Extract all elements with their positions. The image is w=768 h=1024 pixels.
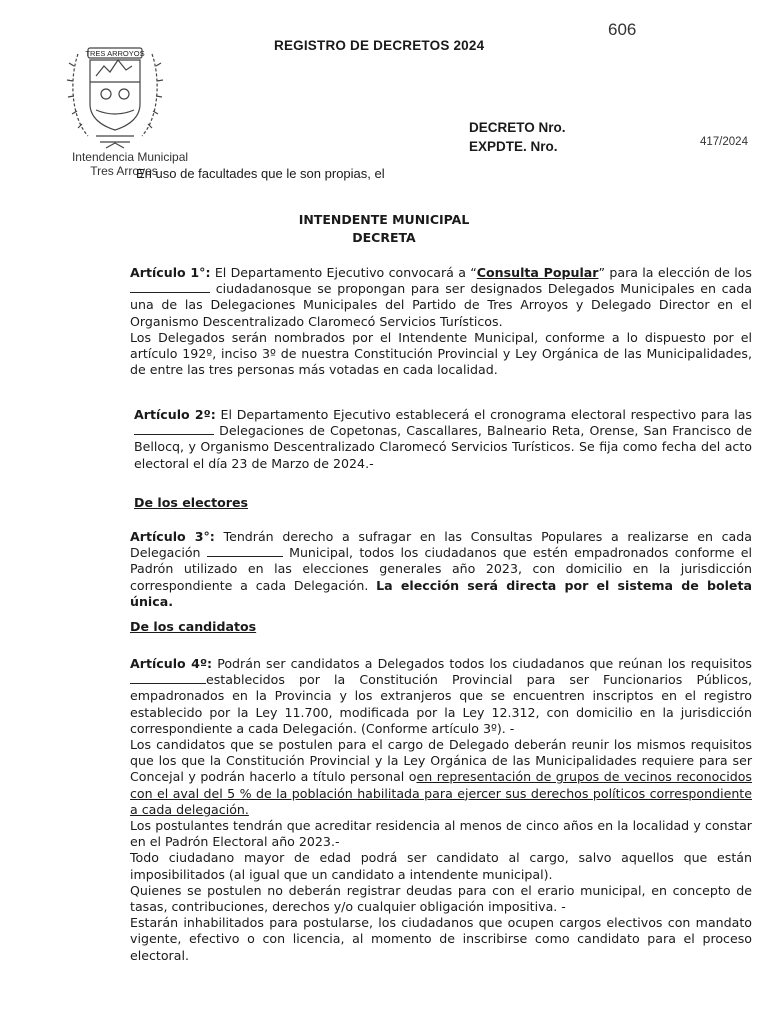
- article-1-label: Artículo 1°:: [130, 265, 211, 280]
- section-heading-electores: De los electores: [134, 495, 249, 510]
- article-4-label: Artículo 4º:: [130, 656, 213, 671]
- article-4-paragraph-3: Los postulantes tendrán que acreditar residencia al menos de cinco años en la localidad y constar en el Padrón Electoral año 2023.-: [130, 818, 752, 850]
- article-3-label: Artículo 3°:: [130, 529, 215, 544]
- article-3-bold: La elección será directa por el sistema de boleta única.: [130, 577, 752, 609]
- article-1-text-b: ” para la elección de los: [598, 265, 752, 280]
- municipal-crest-logo: [66, 36, 164, 154]
- blank-line: [130, 673, 206, 684]
- authority-decreta: DECRETA: [352, 230, 416, 245]
- article-4-text-a: Podrán ser candidatos a Delegados todos los ciudadanos que reúnan los requisitos: [212, 656, 752, 671]
- blank-line: [207, 546, 283, 557]
- article-2: [134, 407, 752, 472]
- article-1-text-a: El Departamento Ejecutivo convocará a “: [210, 265, 477, 280]
- article-3-text-a: Tendrán derecho a sufragar en las Consultas Populares a realizarse en cada Delegación: [130, 529, 752, 561]
- article-2-label: Artículo 2º:: [134, 407, 216, 422]
- crest-text: TRES ARROYOS: [85, 49, 145, 58]
- register-title: REGISTRO DE DECRETOS 2024: [274, 38, 485, 53]
- section-heading-candidatos: De los candidatos: [130, 619, 257, 634]
- authority-title: INTENDENTE MUNICIPAL: [298, 212, 470, 227]
- article-4-paragraph-5: Quienes se postulen no deberán registrar deudas para con el erario municipal, en concepto de tasas, contribuciones, derechos y/o cualquier obligación impositiva. -: [130, 882, 752, 915]
- article-4-text-b: establecidos por la Constitución Provincial para ser Funcionarios Públicos, empadronados en la Provincia y los extranjeros que se encuentren inscriptos en el registro establecido por la Ley 11.700, modificada por la Ley 12.312, con domicilio en la jurisdicción correspondiente a cada Delegación. (Conforme artículo 3º). -: [130, 672, 752, 736]
- article-4-paragraph-2: Los candidatos que se postulen para el cargo de Delegado deberán reunir los mismos requisitos que los que la Constitución Provincial y la Ley Orgánica de las Municipalidades requiere para ser Concejal y podrán hacerlo a título personal o: [130, 737, 752, 785]
- article-1-paragraph-2: Los Delegados serán nombrados por el Intendente Municipal, conforme a lo dispuesto por el artículo 192º, inciso 3º de nuestra Constitución Provincial y Ley Orgánica de las Municipalidades, de entre las tres personas más votadas en cada localidad.: [130, 329, 752, 378]
- blank-line: [134, 424, 214, 435]
- municipality-name: Intendencia Municipal: [71, 150, 189, 164]
- decreto-label: DECRETO Nro.: [469, 120, 566, 135]
- decreto-number: 417/2024: [700, 136, 748, 148]
- article-4: [130, 656, 752, 964]
- municipality-city: Tres Arroyos: [90, 164, 158, 178]
- article-4-paragraph-6: Estarán inhabilitados para postularse, los ciudadanos que ocupen cargos electivos con mandato vigente, efectivo o con licencia, al momento de inscribirse como candidato para el proceso electoral.: [130, 915, 752, 963]
- intro-text: En uso de facultades que le son propias, el: [136, 166, 385, 181]
- expdte-label: EXPDTE. Nro.: [469, 139, 558, 154]
- article-4-paragraph-4: Todo ciudadano mayor de edad podrá ser candidato al cargo, salvo aquellos que están imposibilitados (al igual que un candidato a intendente municipal).: [130, 850, 752, 882]
- article-3-text-b: Municipal, todos los ciudadanos que estén empadronados conforme el Padrón utilizado en las elecciones generales año 2023, con domicilio en la jurisdicción correspondiente a cada Delegación.: [130, 545, 752, 593]
- article-1: [130, 265, 752, 378]
- blank-line: [130, 282, 210, 293]
- article-1-text-c: ciudadanosque se propongan para ser designados Delegados Municipales en cada una de las Delegaciones Municipales del Partido de Tres Arroyos y Delegado Director en el Organismo Descentralizado Claromecó Servicios Turísticos.: [130, 281, 752, 329]
- page-number: 606: [608, 20, 637, 39]
- article-2-text-b: Delegaciones de Copetonas, Cascallares, Balneario Reta, Orense, San Francisco de Bellocq, y Organismo Descentralizado Claromecó Servicios Turísticos. Se fija como fecha del acto electoral el día 23 de Marzo de 2024.-: [134, 423, 752, 471]
- article-2-text-a: El Departamento Ejecutivo establecerá el cronograma electoral respectivo para las: [215, 407, 752, 422]
- article-1-highlight: Consulta Popular: [476, 265, 599, 280]
- article-3: [130, 529, 752, 610]
- article-4-underlined-text: en representación de grupos de vecinos reconocidos con el aval del 5 % de la población habilitada para ejercer sus derechos políticos correspondiente a cada delegación.: [130, 769, 752, 817]
